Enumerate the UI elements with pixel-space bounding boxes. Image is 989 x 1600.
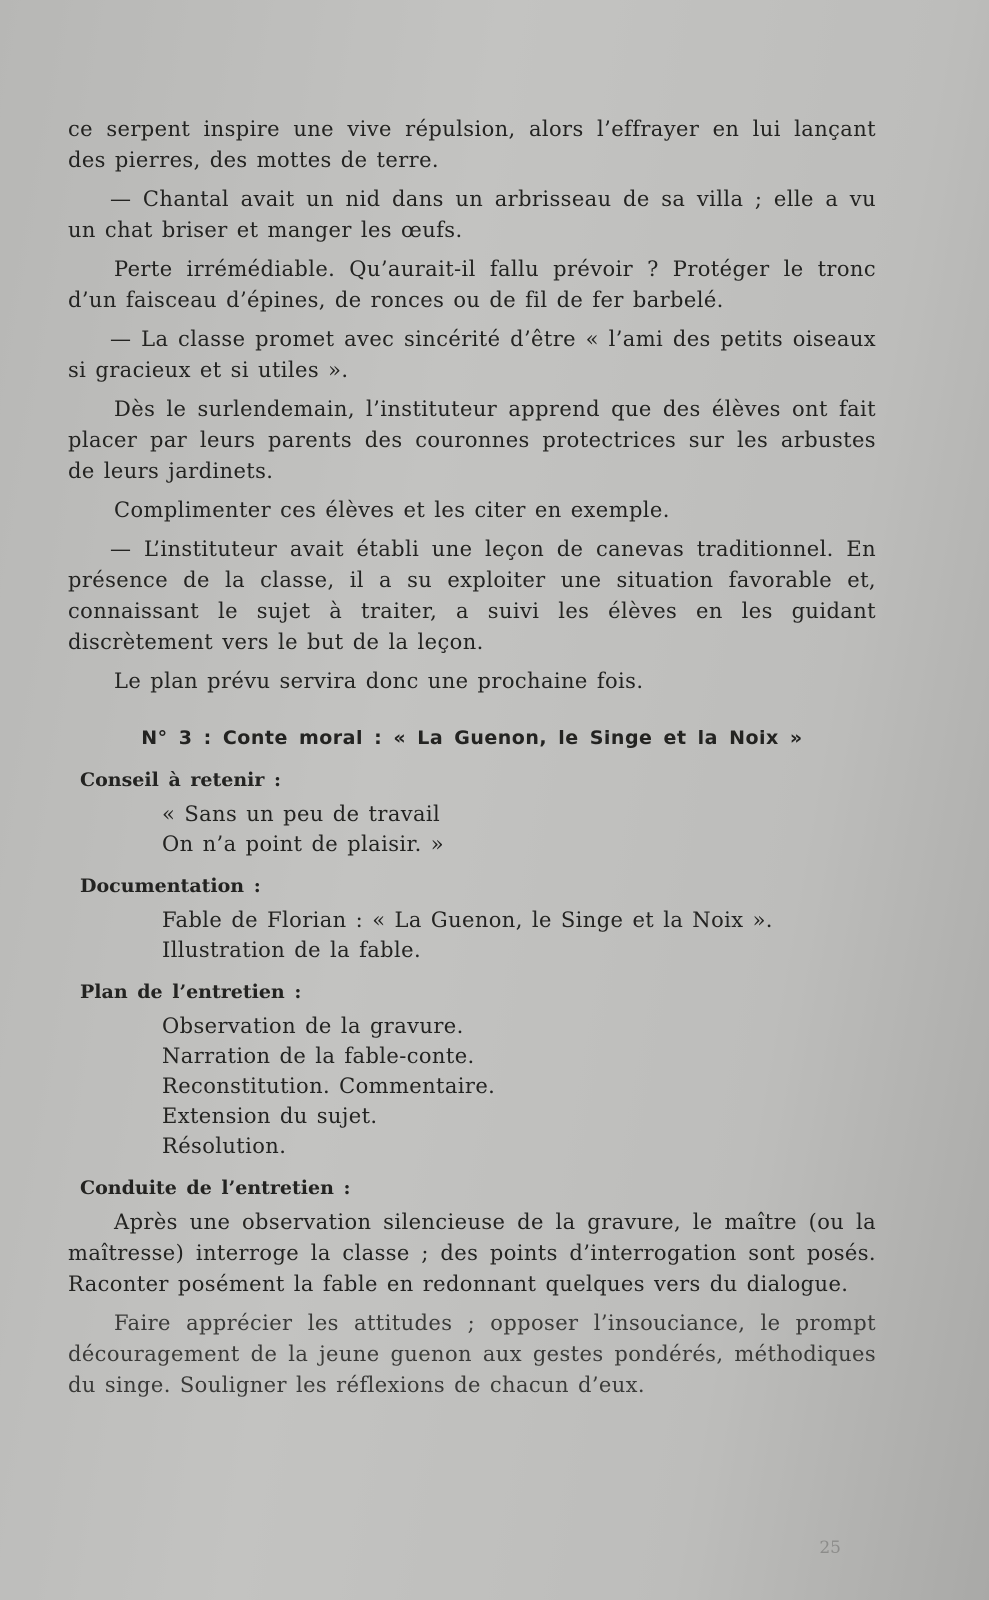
paragraph: — L’instituteur avait établi une leçon de canevas traditionnel. En présence de la classe, il a su exploiter une situation favorable et, connaissant le sujet à traiter, a suivi les élèves en les guidant discrètement vers le but de la leçon. [68, 537, 876, 654]
conseil-line: « Sans un peu de travail [162, 802, 441, 826]
paragraph: — La classe promet avec sincérité d’être « l’ami des petits oiseaux si gracieux et si utiles ». [68, 327, 876, 382]
plan-lines [162, 1011, 876, 1161]
conseil-lines [162, 799, 876, 859]
conduite-label: Conduite de l’entretien : [80, 1177, 351, 1199]
conduite-paragraph: Faire apprécier les attitudes ; opposer l’insouciance, le prompt découragement de la jeune guenon aux gestes pondérés, méthodiques du singe. Souligner les réflexions de chacun d’eux. [68, 1311, 876, 1397]
paragraph: Perte irrémédiable. Qu’aurait-il fallu prévoir ? Protéger le tronc d’un faisceau d’épines, de ronces ou de fil de fer barbelé. [68, 257, 876, 312]
plan-line: Narration de la fable-conte. [162, 1044, 475, 1068]
documentation-line: Illustration de la fable. [162, 938, 422, 962]
plan-line: Reconstitution. Commentaire. [162, 1074, 496, 1098]
plan-line: Extension du sujet. [162, 1104, 378, 1128]
conseil-label: Conseil à retenir : [80, 769, 282, 791]
conseil-line: On n’a point de plaisir. » [162, 832, 445, 856]
documentation-lines [162, 905, 876, 965]
paragraph: Le plan prévu servira donc une prochaine fois. [114, 669, 644, 693]
plan-line: Résolution. [162, 1134, 287, 1158]
plan-label: Plan de l’entretien : [80, 981, 302, 1003]
conduite-paragraph: Après une observation silencieuse de la gravure, le maître (ou la maîtresse) interroge la classe ; des points d’interrogation sont posés. Raconter posément la fable en redonnant quelques vers du dialogue. [68, 1210, 876, 1296]
section-title: N° 3 : Conte moral : « La Guenon, le Singe et la Noix » [141, 727, 803, 749]
paragraph: — Chantal avait un nid dans un arbrisseau de sa villa ; elle a vu un chat briser et manger les œufs. [68, 187, 876, 242]
page-text [68, 114, 876, 1409]
paragraph: ce serpent inspire une vive répulsion, alors l’effrayer en lui lançant des pierres, des mottes de terre. [68, 117, 876, 172]
plan-line: Observation de la gravure. [162, 1014, 464, 1038]
paragraph: Dès le surlendemain, l’instituteur apprend que des élèves ont fait placer par leurs parents des couronnes protectrices sur les arbustes de leurs jardinets. [68, 397, 876, 483]
paragraph: Complimenter ces élèves et les citer en exemple. [114, 498, 670, 522]
documentation-label: Documentation : [80, 875, 261, 897]
documentation-line: Fable de Florian : « La Guenon, le Singe et la Noix ». [162, 908, 773, 932]
page-number: 25 [819, 1538, 841, 1558]
